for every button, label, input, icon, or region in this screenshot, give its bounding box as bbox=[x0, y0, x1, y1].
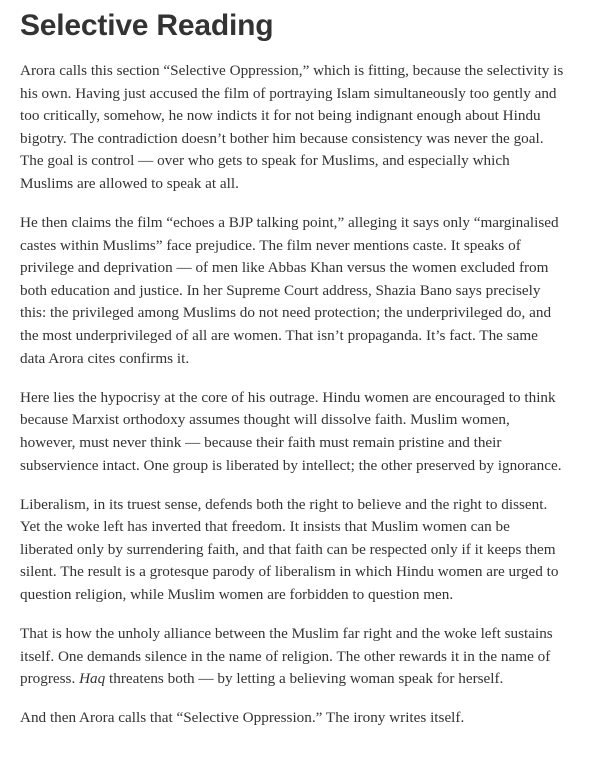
article-paragraph-3: Here lies the hypocrisy at the core of his outrage. Hindu women are encouraged to think because Marxist orthodoxy assumes thought will dissolve faith. Muslim women, however, must never think — because their faith must remain pristine and their subservience intact. One group is liberated by intellect; the other preserved by ignorance. bbox=[20, 388, 562, 474]
film-title-emphasis: Haq bbox=[79, 670, 106, 688]
section-title: Selective Reading bbox=[20, 9, 274, 42]
article-paragraph-2: He then claims the film “echoes a BJP talking point,” alleging it says only “marginalised castes within Muslims” face prejudice. The film never mentions caste. It speaks of privilege and deprivation — of men like Abbas Khan versus the women excluded from both education and justice. In her Supreme Court address, Shazia Bano says precisely this: the privileged among Muslims do not need protection; the underprivileged do, and the most underprivileged of all are women. That isn’t propaganda. It’s fact. The same data Arora cites confirms it. bbox=[20, 214, 559, 367]
article-paragraph-6: And then Arora calls that “Selective Oppression.” The irony writes itself. bbox=[20, 709, 465, 727]
article-paragraph-4: Liberalism, in its truest sense, defends both the right to believe and the right to dissent. Yet the woke left has inverted that freedom. It insists that Muslim women can be liberated only by surrendering faith, and that faith can be respected only if it keeps them silent. The result is a grotesque parody of liberalism in which Hindu women are urged to question religion, while Muslim women are forbidden to question men. bbox=[20, 495, 559, 603]
article-paragraph-5 bbox=[20, 623, 566, 691]
article bbox=[20, 6, 566, 746]
paragraph-text-after-emphasis: threatens both — by letting a believing woman speak for herself. bbox=[105, 670, 504, 688]
paragraph-text-before-emphasis: That is how the unholy alliance between the Muslim far right and the woke left sustains itself. One demands silence in the name of religion. The other rewards it in the name of progress. bbox=[20, 625, 553, 688]
article-paragraph-1: Arora calls this section “Selective Oppression,” which is fitting, because the selectivity is his own. Having just accused the film of portraying Islam simultaneously too gently and too critically, somehow, he now indicts it for not being indignant enough about Hindu bigotry. The contradiction doesn’t bother him because consistency was never the goal. The goal is control — over who gets to speak for Muslims, and especially which Muslims are allowed to speak at all. bbox=[20, 62, 564, 192]
